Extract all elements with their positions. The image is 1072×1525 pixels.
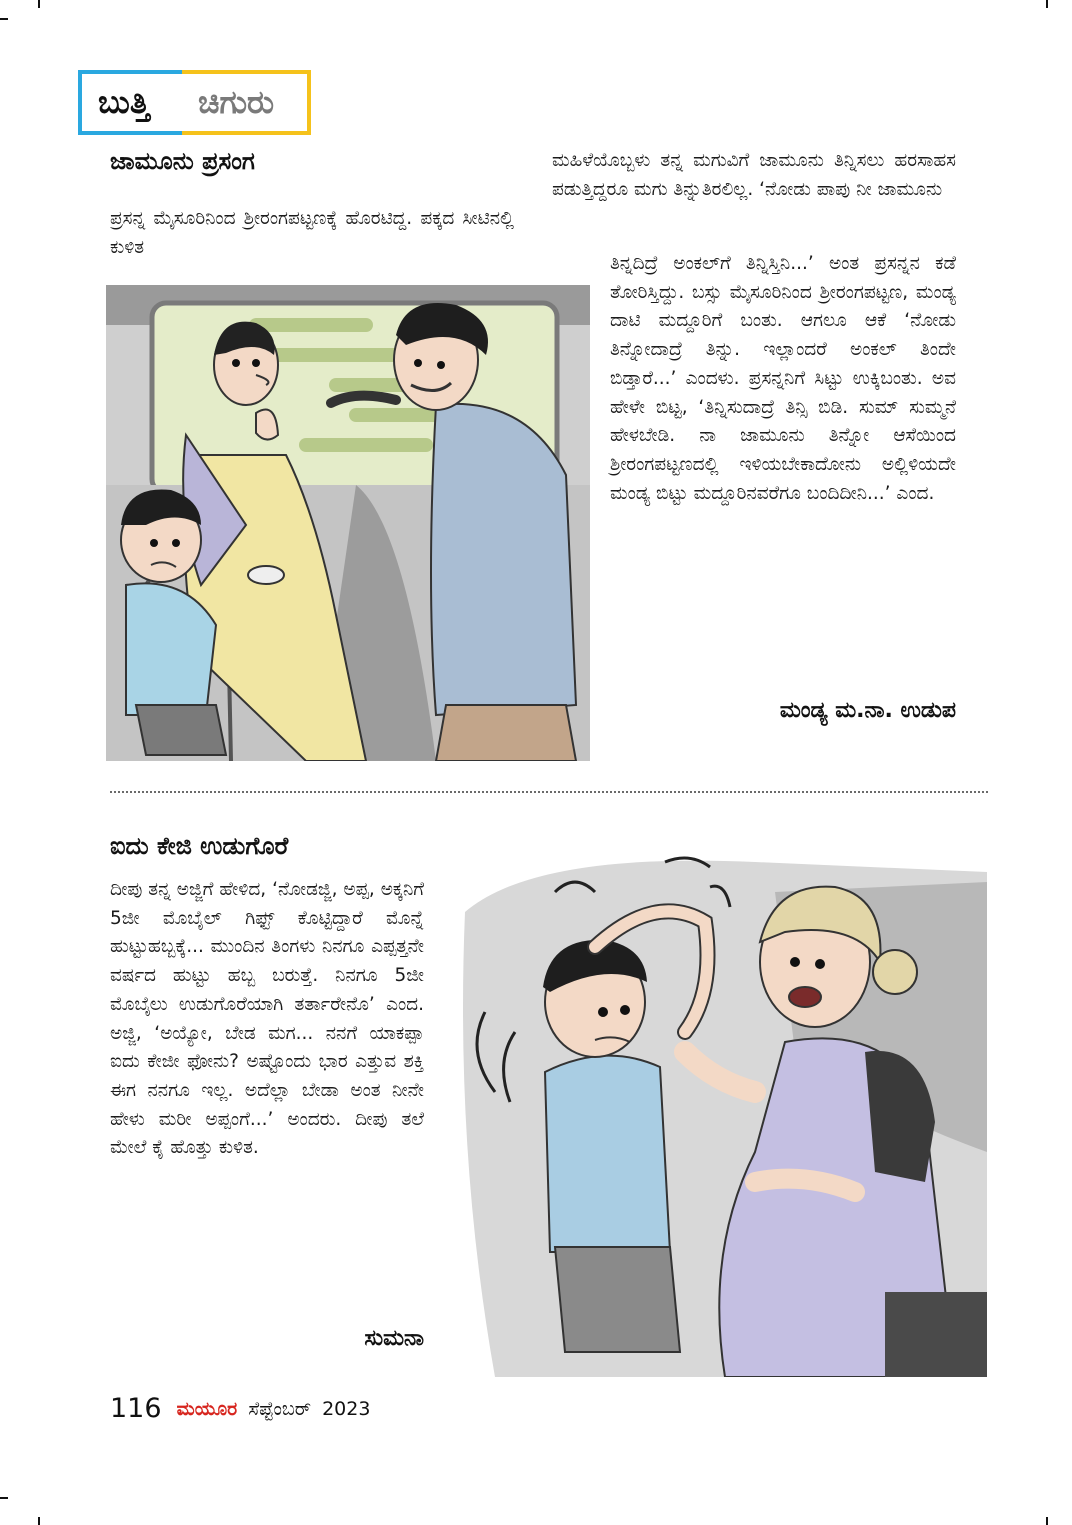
- crop-mark: [0, 1497, 8, 1499]
- story1-illustration: [106, 285, 590, 761]
- story1-author: ಮಂಡ್ಯ ಮ.ನಾ. ಉಡುಪ: [779, 698, 956, 723]
- section-badge: [78, 70, 311, 135]
- crop-mark: [38, 0, 40, 8]
- page-footer: [110, 1393, 370, 1427]
- issue-year: 2023: [322, 1397, 371, 1420]
- crop-mark: [1046, 1517, 1048, 1525]
- crop-mark: [38, 1517, 40, 1525]
- crop-mark: [1046, 0, 1048, 8]
- magazine-logo: ಮಯೂರ: [176, 1397, 238, 1420]
- story2-author: ಸುಮನಾ: [364, 1326, 424, 1351]
- story1-intro: ಪ್ರಸನ್ನ ಮೈಸೂರಿನಿಂದ ಶ್ರೀರಂಗಪಟ್ಟಣಕ್ಕೆ ಹೊರಟಿದ್ದ. ಪಕ್ಕದ ಸೀಟಿನಲ್ಲಿ ಕುಳಿತ: [110, 208, 514, 258]
- story2-body: ದೀಪು ತನ್ನ ಅಜ್ಜಿಗೆ ಹೇಳಿದ, ‘ನೋಡಜ್ಜಿ, ಅಪ್ಪ, ಅಕ್ಕನಿಗೆ 5ಜೀ ಮೊಬೈಲ್ ಗಿಫ್ಟ್ ಕೊಟ್ಟಿದ್ದಾರೆ ಮೊನ್ನೆ ಹುಟ್ಟುಹಬ್ಬಕ್ಕೆ... ಮುಂದಿನ ತಿಂಗಳು ನಿನಗೂ ಎಪ್ಪತ್ತನೇ ವರ್ಷದ ಹುಟ್ಟು ಹಬ್ಬ ಬರುತ್ತೆ. ನಿನಗೂ 5ಜೀ ಮೊಬೈಲು ಉಡುಗೊರೆಯಾಗಿ ತರ್ತಾರೇನೊ’ ಎಂದ. ಅಜ್ಜಿ, ‘ಅಯ್ಯೋ, ಬೇಡ ಮಗ... ನನಗೆ ಯಾಕಪ್ಪಾ ಐದು ಕೇಜೀ ಫೋನು? ಅಷ್ಟೊಂದು ಭಾರ ಎತ್ತುವ ಶಕ್ತಿ ಈಗ ನನಗೂ ಇಲ್ಲ. ಅದೆಲ್ಲಾ ಬೇಡಾ ಅಂತ ನೀನೇ ಹೇಳು ಮರೀ ಅಪ್ಪಂಗೆ...’ ಅಂದರು. ದೀಪು ತಲೆ ಮೇಲೆ ಕೈ ಹೊತ್ತು ಕುಳಿತ.: [110, 879, 424, 1159]
- crop-mark: [0, 18, 8, 20]
- story2-title: ಐದು ಕೇಜಿ ಉಡುಗೊರೆ: [110, 832, 289, 860]
- issue-month: ಸೆಪ್ಟೆಂಬರ್: [248, 1397, 311, 1420]
- story2-illustration: [455, 852, 987, 1377]
- story1-title: ಜಾಮೂನು ಪ್ರಸಂಗ: [110, 147, 255, 175]
- story1-body-top: ಮಹಿಳೆಯೊಬ್ಬಳು ತನ್ನ ಮಗುವಿಗೆ ಜಾಮೂನು ತಿನ್ನಿಸಲು ಹರಸಾಹಸ ಪಡುತ್ತಿದ್ದರೂ ಮಗು ತಿನ್ನುತಿರಲಿಲ್ಲ. ‘ನೋಡು ಪಾಪು ನೀ ಜಾಮೂನು: [552, 150, 956, 200]
- story1-body-rest: ತಿನ್ನದಿದ್ರೆ ಅಂಕಲ್‌ಗೆ ತಿನ್ನಿಸ್ತಿನಿ...’ ಅಂತ ಪ್ರಸನ್ನನ ಕಡೆ ತೋರಿಸ್ತಿದ್ದು. ಬಸ್ಸು ಮೈಸೂರಿನಿಂದ ಶ್ರೀರಂಗಪಟ್ಟಣ, ಮಂಡ್ಯ ದಾಟಿ ಮದ್ದೂರಿಗೆ ಬಂತು. ಆಗಲೂ ಆಕೆ ‘ನೋಡು ತಿನ್ನೋದಾದ್ರೆ ತಿನ್ನು. ಇಲ್ಲಾಂದರೆ ಅಂಕಲ್ ತಿಂದೇ ಬಿಡ್ತಾರೆ...’ ಎಂದಳು. ಪ್ರಸನ್ನನಿಗೆ ಸಿಟ್ಟು ಉಕ್ಕಿಬಂತು. ಅವ ಹೇಳೇ ಬಿಟ್ಟ, ‘ತಿನ್ನಿಸುದಾದ್ರೆ ತಿನ್ಸಿ ಬಿಡಿ. ಸುಮ್ ಸುಮ್ಮನೆ ಹೇಳಬೇಡಿ. ನಾ ಜಾಮೂನು ತಿನ್ನೋ ಆಸೆಯಿಂದ ಶ್ರೀರಂಗಪಟ್ಟಣದಲ್ಲಿ ಇಳಿಯಬೇಕಾದೋನು ಅಲ್ಲಿಳಿಯದೇ ಮಂಡ್ಯ ಬಿಟ್ಟು ಮದ್ದೂರಿನವರೆಗೂ ಬಂದಿದೀನಿ...’ ಎಂದ.: [610, 253, 956, 504]
- section-label-part1: ಬುತ್ತಿ: [98, 83, 150, 121]
- page-number: 116: [110, 1393, 162, 1424]
- story-separator: [110, 791, 988, 793]
- section-label-part2: ಚಿಗುರು: [198, 83, 275, 121]
